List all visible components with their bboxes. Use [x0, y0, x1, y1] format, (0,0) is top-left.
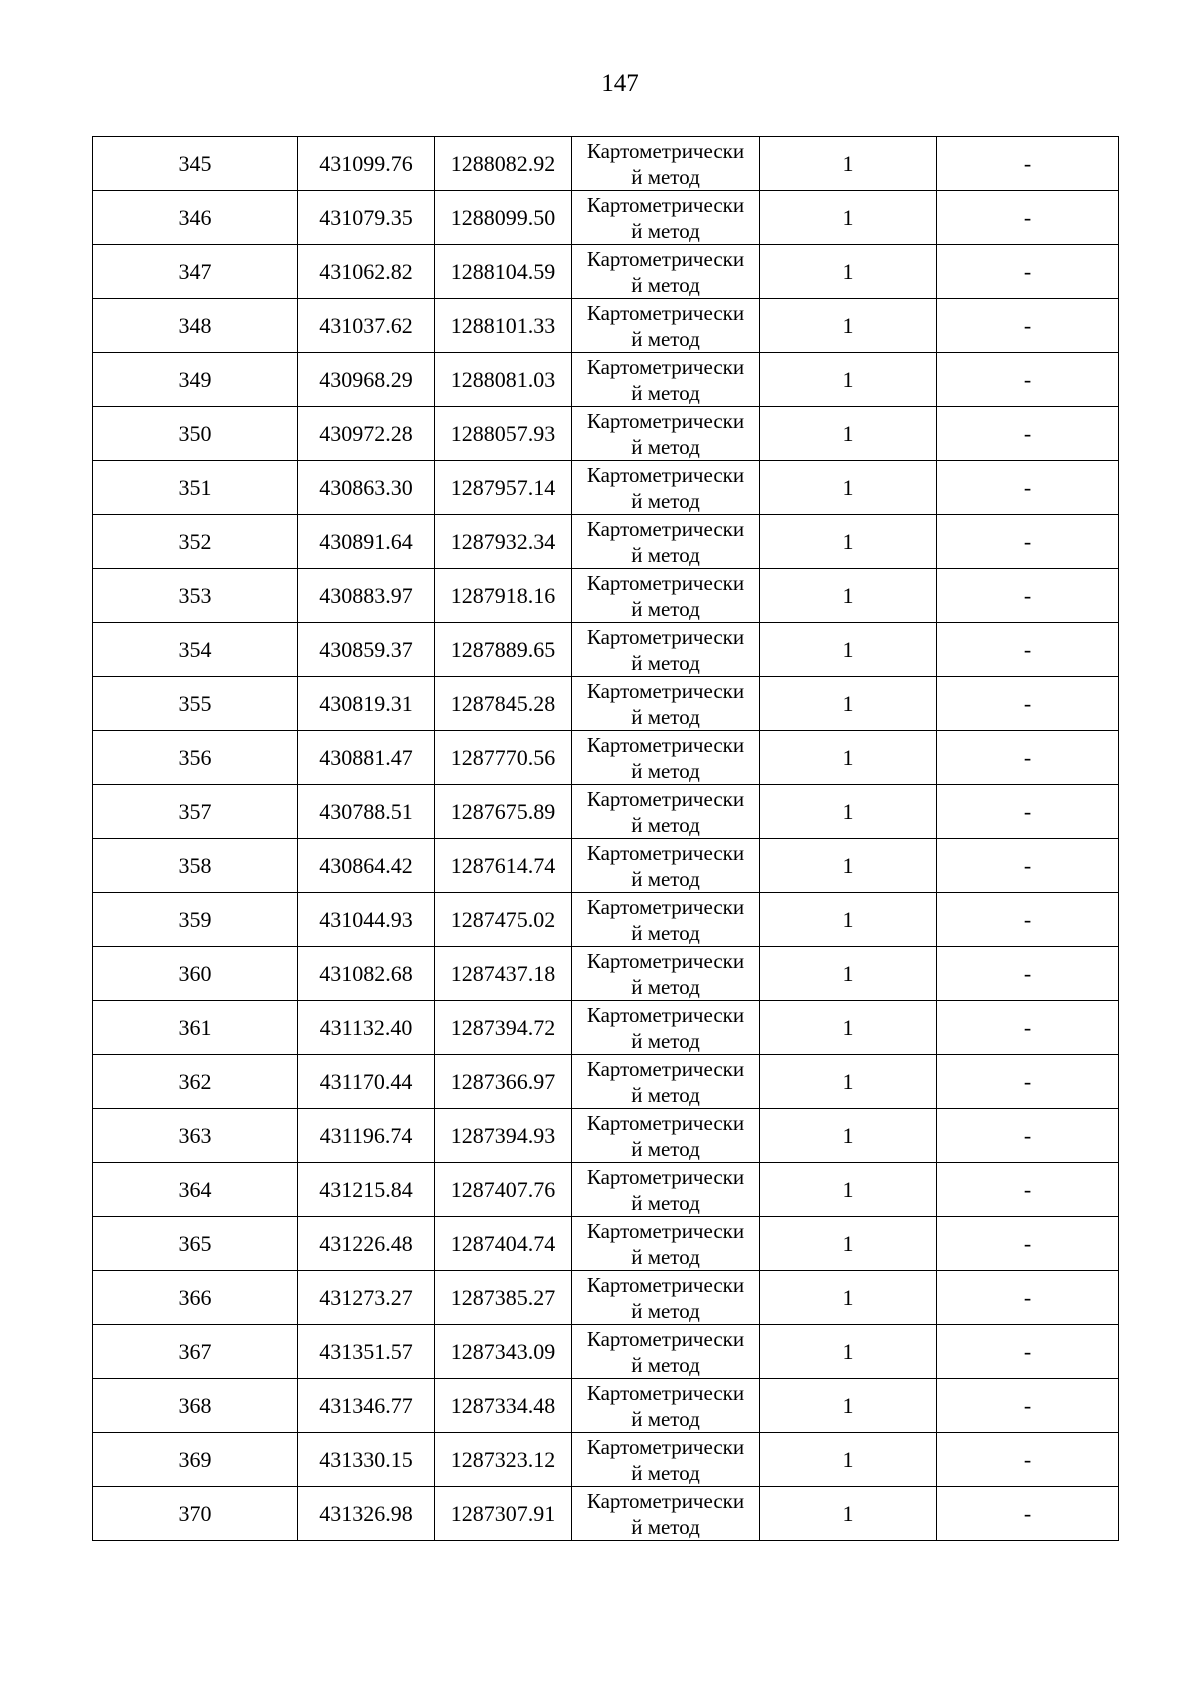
accuracy-cell: 1: [760, 245, 937, 299]
point-number-cell: 368: [93, 1379, 298, 1433]
method-text-line: Картометрически: [586, 1165, 745, 1189]
note-cell: -: [937, 1163, 1119, 1217]
method-cell: [572, 461, 760, 515]
table-row: [93, 407, 1119, 461]
method-text-line: й метод: [631, 1083, 700, 1107]
method-text-line: Картометрически: [586, 787, 745, 811]
accuracy-cell: 1: [760, 191, 937, 245]
accuracy-cell: 1: [760, 1055, 937, 1109]
method-text-line: й метод: [631, 597, 700, 621]
method-cell: [572, 299, 760, 353]
point-number-cell: 349: [93, 353, 298, 407]
x-coordinate-cell: 431273.27: [298, 1271, 435, 1325]
point-number-cell: 355: [93, 677, 298, 731]
method-cell: [572, 947, 760, 1001]
method-cell: [572, 1487, 760, 1541]
x-coordinate-cell: 431170.44: [298, 1055, 435, 1109]
note-cell: -: [937, 1055, 1119, 1109]
note-cell: -: [937, 1217, 1119, 1271]
method-text-line: Картометрически: [586, 679, 745, 703]
table-row: [93, 1487, 1119, 1541]
accuracy-cell: 1: [760, 1163, 937, 1217]
method-cell: [572, 1433, 760, 1487]
method-cell: [572, 677, 760, 731]
y-coordinate-cell: 1287334.48: [435, 1379, 572, 1433]
y-coordinate-cell: 1287770.56: [435, 731, 572, 785]
page-number: 147: [601, 70, 639, 97]
x-coordinate-cell: 430968.29: [298, 353, 435, 407]
point-number-cell: 365: [93, 1217, 298, 1271]
method-text-line: Картометрически: [586, 895, 745, 919]
x-coordinate-cell: 431351.57: [298, 1325, 435, 1379]
method-text-line: Картометрически: [586, 571, 745, 595]
method-text-line: Картометрически: [586, 625, 745, 649]
note-cell: -: [937, 1487, 1119, 1541]
table-row: [93, 1325, 1119, 1379]
method-text-line: Картометрически: [586, 409, 745, 433]
y-coordinate-cell: 1288104.59: [435, 245, 572, 299]
method-text-line: й метод: [631, 1137, 700, 1161]
method-text-line: й метод: [631, 381, 700, 405]
accuracy-cell: 1: [760, 1001, 937, 1055]
method-text-line: й метод: [631, 1353, 700, 1377]
table-row: [93, 245, 1119, 299]
table-row: [93, 515, 1119, 569]
x-coordinate-cell: 431226.48: [298, 1217, 435, 1271]
method-cell: [572, 839, 760, 893]
method-text-line: Картометрически: [586, 1489, 745, 1513]
table-row: [93, 191, 1119, 245]
table-row: [93, 1433, 1119, 1487]
method-cell: [572, 1109, 760, 1163]
table-row: [93, 839, 1119, 893]
method-text-line: й метод: [631, 1029, 700, 1053]
method-cell: [572, 137, 760, 191]
table-row: [93, 299, 1119, 353]
method-text-line: й метод: [631, 219, 700, 243]
y-coordinate-cell: 1287614.74: [435, 839, 572, 893]
method-text-line: Картометрически: [586, 949, 745, 973]
point-number-cell: 367: [93, 1325, 298, 1379]
method-text-line: Картометрически: [586, 1003, 745, 1027]
note-cell: -: [937, 461, 1119, 515]
x-coordinate-cell: 431346.77: [298, 1379, 435, 1433]
y-coordinate-cell: 1287437.18: [435, 947, 572, 1001]
table-row: [93, 1001, 1119, 1055]
method-text-line: й метод: [631, 1245, 700, 1269]
point-number-cell: 366: [93, 1271, 298, 1325]
table-row: [93, 1217, 1119, 1271]
accuracy-cell: 1: [760, 515, 937, 569]
y-coordinate-cell: 1287475.02: [435, 893, 572, 947]
note-cell: -: [937, 191, 1119, 245]
note-cell: -: [937, 785, 1119, 839]
y-coordinate-cell: 1287366.97: [435, 1055, 572, 1109]
table-row: [93, 1271, 1119, 1325]
point-number-cell: 345: [93, 137, 298, 191]
table-row: [93, 947, 1119, 1001]
accuracy-cell: 1: [760, 839, 937, 893]
method-cell: [572, 1055, 760, 1109]
method-text-line: Картометрически: [586, 1273, 745, 1297]
point-number-cell: 354: [93, 623, 298, 677]
method-text-line: й метод: [631, 759, 700, 783]
method-text-line: Картометрически: [586, 841, 745, 865]
note-cell: -: [937, 245, 1119, 299]
note-cell: -: [937, 299, 1119, 353]
method-cell: [572, 785, 760, 839]
accuracy-cell: 1: [760, 623, 937, 677]
point-number-cell: 347: [93, 245, 298, 299]
accuracy-cell: 1: [760, 677, 937, 731]
table-row: [93, 893, 1119, 947]
method-text-line: Картометрически: [586, 193, 745, 217]
table-row: [93, 353, 1119, 407]
method-text-line: й метод: [631, 273, 700, 297]
x-coordinate-cell: 431099.76: [298, 137, 435, 191]
accuracy-cell: 1: [760, 947, 937, 1001]
point-number-cell: 360: [93, 947, 298, 1001]
x-coordinate-cell: 430788.51: [298, 785, 435, 839]
x-coordinate-cell: 431079.35: [298, 191, 435, 245]
y-coordinate-cell: 1288099.50: [435, 191, 572, 245]
x-coordinate-cell: 431215.84: [298, 1163, 435, 1217]
method-text-line: й метод: [631, 543, 700, 567]
accuracy-cell: 1: [760, 893, 937, 947]
y-coordinate-cell: 1287343.09: [435, 1325, 572, 1379]
table-row: [93, 677, 1119, 731]
table-row: [93, 569, 1119, 623]
method-cell: [572, 1325, 760, 1379]
y-coordinate-cell: 1287394.72: [435, 1001, 572, 1055]
method-text-line: й метод: [631, 1299, 700, 1323]
y-coordinate-cell: 1288101.33: [435, 299, 572, 353]
note-cell: -: [937, 1271, 1119, 1325]
method-cell: [572, 245, 760, 299]
x-coordinate-cell: 431037.62: [298, 299, 435, 353]
method-text-line: й метод: [631, 705, 700, 729]
table-row: [93, 1109, 1119, 1163]
x-coordinate-cell: 431196.74: [298, 1109, 435, 1163]
x-coordinate-cell: 430859.37: [298, 623, 435, 677]
method-text-line: Картометрически: [586, 733, 745, 757]
method-cell: [572, 893, 760, 947]
y-coordinate-cell: 1287404.74: [435, 1217, 572, 1271]
note-cell: -: [937, 731, 1119, 785]
method-cell: [572, 407, 760, 461]
method-text-line: Картометрически: [586, 301, 745, 325]
note-cell: -: [937, 947, 1119, 1001]
point-number-cell: 363: [93, 1109, 298, 1163]
accuracy-cell: 1: [760, 1217, 937, 1271]
note-cell: -: [937, 1325, 1119, 1379]
method-cell: [572, 1163, 760, 1217]
note-cell: -: [937, 1109, 1119, 1163]
point-number-cell: 350: [93, 407, 298, 461]
y-coordinate-cell: 1287407.76: [435, 1163, 572, 1217]
point-number-cell: 369: [93, 1433, 298, 1487]
method-cell: [572, 1001, 760, 1055]
point-number-cell: 359: [93, 893, 298, 947]
method-text-line: Картометрически: [586, 1057, 745, 1081]
accuracy-cell: 1: [760, 785, 937, 839]
table-row: [93, 1163, 1119, 1217]
note-cell: -: [937, 353, 1119, 407]
note-cell: -: [937, 407, 1119, 461]
method-text-line: й метод: [631, 975, 700, 999]
note-cell: -: [937, 515, 1119, 569]
y-coordinate-cell: 1287385.27: [435, 1271, 572, 1325]
point-number-cell: 348: [93, 299, 298, 353]
method-text-line: й метод: [631, 489, 700, 513]
note-cell: -: [937, 1379, 1119, 1433]
point-number-cell: 346: [93, 191, 298, 245]
x-coordinate-cell: 430972.28: [298, 407, 435, 461]
accuracy-cell: 1: [760, 1271, 937, 1325]
y-coordinate-cell: 1287889.65: [435, 623, 572, 677]
note-cell: -: [937, 569, 1119, 623]
accuracy-cell: 1: [760, 731, 937, 785]
accuracy-cell: 1: [760, 1109, 937, 1163]
method-text-line: й метод: [631, 651, 700, 675]
x-coordinate-cell: 431044.93: [298, 893, 435, 947]
x-coordinate-cell: 430883.97: [298, 569, 435, 623]
method-text-line: Картометрически: [586, 1381, 745, 1405]
y-coordinate-cell: 1288081.03: [435, 353, 572, 407]
y-coordinate-cell: 1287323.12: [435, 1433, 572, 1487]
method-cell: [572, 191, 760, 245]
y-coordinate-cell: 1287845.28: [435, 677, 572, 731]
note-cell: -: [937, 839, 1119, 893]
method-text-line: й метод: [631, 1191, 700, 1215]
x-coordinate-cell: 430881.47: [298, 731, 435, 785]
y-coordinate-cell: 1287918.16: [435, 569, 572, 623]
table-body: [93, 137, 1119, 1541]
note-cell: -: [937, 677, 1119, 731]
x-coordinate-cell: 430891.64: [298, 515, 435, 569]
point-number-cell: 357: [93, 785, 298, 839]
coordinates-table: [92, 136, 1119, 1541]
x-coordinate-cell: 431330.15: [298, 1433, 435, 1487]
accuracy-cell: 1: [760, 1379, 937, 1433]
y-coordinate-cell: 1287932.34: [435, 515, 572, 569]
point-number-cell: 364: [93, 1163, 298, 1217]
method-text-line: й метод: [631, 921, 700, 945]
method-text-line: Картометрически: [586, 247, 745, 271]
table-row: [93, 461, 1119, 515]
note-cell: -: [937, 137, 1119, 191]
note-cell: -: [937, 1001, 1119, 1055]
accuracy-cell: 1: [760, 299, 937, 353]
note-cell: -: [937, 893, 1119, 947]
table-row: [93, 623, 1119, 677]
accuracy-cell: 1: [760, 137, 937, 191]
method-text-line: й метод: [631, 165, 700, 189]
y-coordinate-cell: 1287957.14: [435, 461, 572, 515]
method-cell: [572, 731, 760, 785]
accuracy-cell: 1: [760, 1325, 937, 1379]
x-coordinate-cell: 431132.40: [298, 1001, 435, 1055]
point-number-cell: 353: [93, 569, 298, 623]
method-text-line: й метод: [631, 867, 700, 891]
x-coordinate-cell: 431062.82: [298, 245, 435, 299]
method-text-line: й метод: [631, 1515, 700, 1539]
point-number-cell: 362: [93, 1055, 298, 1109]
accuracy-cell: 1: [760, 353, 937, 407]
method-text-line: Картометрически: [586, 1435, 745, 1459]
method-cell: [572, 1379, 760, 1433]
table-row: [93, 785, 1119, 839]
point-number-cell: 351: [93, 461, 298, 515]
method-text-line: Картометрически: [586, 1327, 745, 1351]
method-text-line: Картометрически: [586, 139, 745, 163]
method-text-line: Картометрически: [586, 1111, 745, 1135]
table-row: [93, 1055, 1119, 1109]
method-text-line: Картометрически: [586, 463, 745, 487]
method-text-line: й метод: [631, 1461, 700, 1485]
method-cell: [572, 515, 760, 569]
x-coordinate-cell: 430864.42: [298, 839, 435, 893]
method-cell: [572, 623, 760, 677]
note-cell: -: [937, 1433, 1119, 1487]
accuracy-cell: 1: [760, 461, 937, 515]
method-text-line: Картометрически: [586, 355, 745, 379]
accuracy-cell: 1: [760, 1433, 937, 1487]
table-row: [93, 1379, 1119, 1433]
y-coordinate-cell: 1287307.91: [435, 1487, 572, 1541]
note-cell: -: [937, 623, 1119, 677]
method-text-line: Картометрически: [586, 517, 745, 541]
method-cell: [572, 1217, 760, 1271]
accuracy-cell: 1: [760, 407, 937, 461]
table-row: [93, 137, 1119, 191]
table-row: [93, 731, 1119, 785]
method-text-line: й метод: [631, 1407, 700, 1431]
x-coordinate-cell: 430819.31: [298, 677, 435, 731]
method-text-line: Картометрически: [586, 1219, 745, 1243]
method-cell: [572, 569, 760, 623]
point-number-cell: 358: [93, 839, 298, 893]
accuracy-cell: 1: [760, 569, 937, 623]
method-cell: [572, 1271, 760, 1325]
point-number-cell: 356: [93, 731, 298, 785]
y-coordinate-cell: 1287394.93: [435, 1109, 572, 1163]
method-text-line: й метод: [631, 813, 700, 837]
y-coordinate-cell: 1288082.92: [435, 137, 572, 191]
y-coordinate-cell: 1287675.89: [435, 785, 572, 839]
x-coordinate-cell: 431326.98: [298, 1487, 435, 1541]
x-coordinate-cell: 430863.30: [298, 461, 435, 515]
point-number-cell: 370: [93, 1487, 298, 1541]
x-coordinate-cell: 431082.68: [298, 947, 435, 1001]
method-text-line: й метод: [631, 435, 700, 459]
accuracy-cell: 1: [760, 1487, 937, 1541]
y-coordinate-cell: 1288057.93: [435, 407, 572, 461]
point-number-cell: 361: [93, 1001, 298, 1055]
method-text-line: й метод: [631, 327, 700, 351]
method-cell: [572, 353, 760, 407]
point-number-cell: 352: [93, 515, 298, 569]
